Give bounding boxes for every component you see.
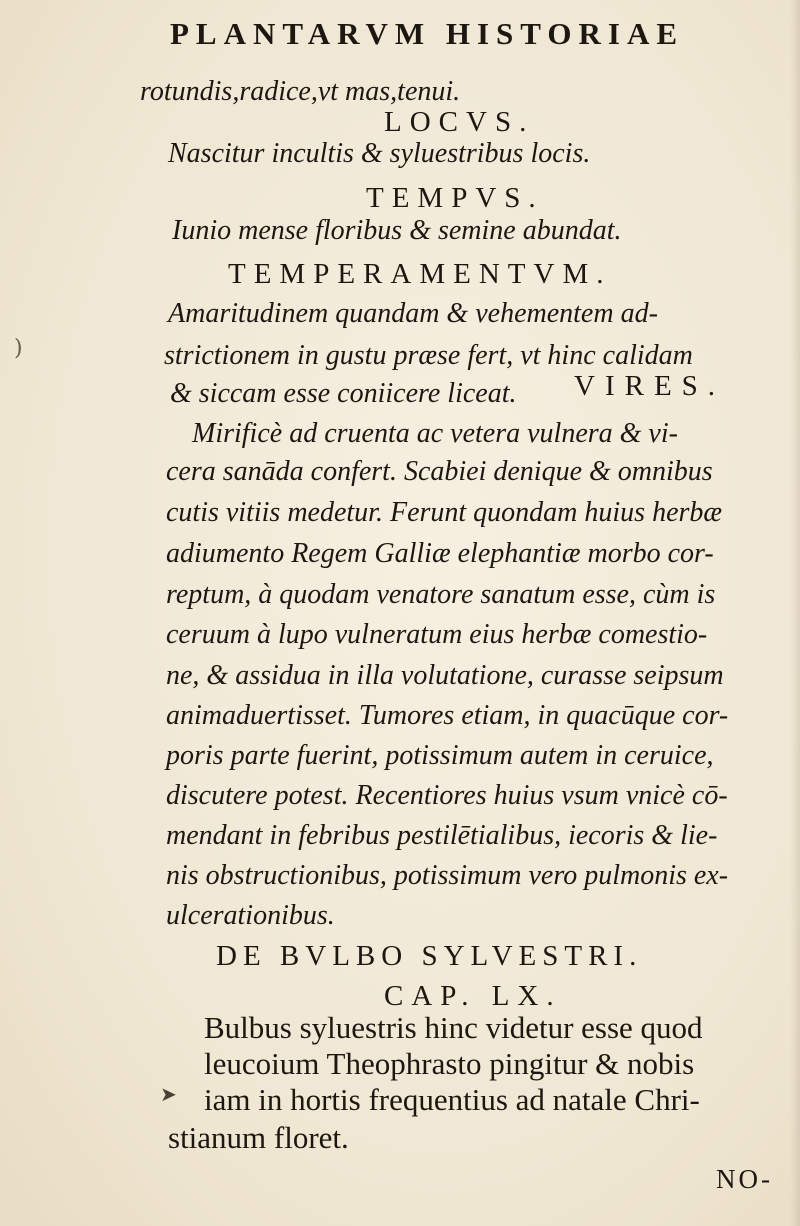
text-line-16: ceruum à lupo vulneratum eius herbæ comestio- — [166, 619, 708, 650]
chapter-number: CAP. LX. — [384, 980, 562, 1012]
text-line-14: adiumento Regem Galliæ elephantiæ morbo cor- — [166, 538, 714, 569]
heading-locus: LOCVS. — [384, 106, 535, 138]
text-line-7: Amaritudinem quandam & vehementem ad- — [168, 298, 658, 329]
text-line-27: leucoium Theophrasto pingitur & nobis — [204, 1046, 695, 1081]
text-line-11: Mirificè ad cruenta ac vetera vulnera & vi- — [192, 418, 678, 449]
text-line-1: rotundis,radice,vt mas,tenui. — [140, 76, 461, 107]
text-line-13: cutis vitiis medetur. Ferunt quondam huius herbæ — [166, 497, 723, 528]
text-line-23: ulcerationibus. — [166, 900, 335, 931]
text-line-21: mendant in febribus pestilētialibus, iecoris & lie- — [166, 820, 718, 851]
running-header: PLANTARVM HISTORIAE — [170, 16, 685, 51]
heading-vires: VIRES. — [574, 370, 726, 402]
text-line-19: poris parte fuerint, potissimum autem in ceruice, — [166, 740, 714, 771]
text-line-29: stianum floret. — [168, 1120, 349, 1155]
text-line-20: discutere potest. Recentiores huius vsum vnicè cō- — [166, 780, 728, 811]
catchword: NO- — [716, 1164, 773, 1194]
text-line-8: strictionem in gustu præse fert, vt hinc calidam — [164, 340, 693, 371]
chapter-title: DE BVLBO SYLVESTRI. — [216, 940, 643, 972]
heading-tempus: TEMPVS. — [366, 182, 544, 214]
text-line-3: Nascitur incultis & syluestribus locis. — [168, 138, 591, 169]
text-line-18: animaduertisset. Tumores etiam, in quacūque cor- — [166, 700, 729, 731]
text-line-26: Bulbus syluestris hinc videtur esse quod — [204, 1010, 703, 1045]
text-line-12: cera sanāda confert. Scabiei denique & omnibus — [166, 456, 713, 487]
text-line-17: ne, & assidua in illa volutatione, curasse seipsum — [166, 660, 724, 691]
text-line-22: nis obstructionibus, potissimum vero pulmonis ex- — [166, 860, 729, 891]
text-line-28: iam in hortis frequentius ad natale Chri- — [204, 1082, 700, 1117]
margin-pointer-icon: ➤ — [160, 1082, 177, 1106]
margin-mark: ) — [14, 336, 23, 361]
text-line-9: & siccam esse coniicere liceat. — [170, 378, 517, 409]
heading-temperamentum: TEMPERAMENTVM. — [228, 258, 612, 290]
text-line-5: Iunio mense floribus & semine abundat. — [172, 215, 622, 246]
text-line-15: reptum, à quodam venatore sanatum esse, cùm is — [166, 579, 716, 610]
page-edge-shadow — [790, 0, 800, 1226]
